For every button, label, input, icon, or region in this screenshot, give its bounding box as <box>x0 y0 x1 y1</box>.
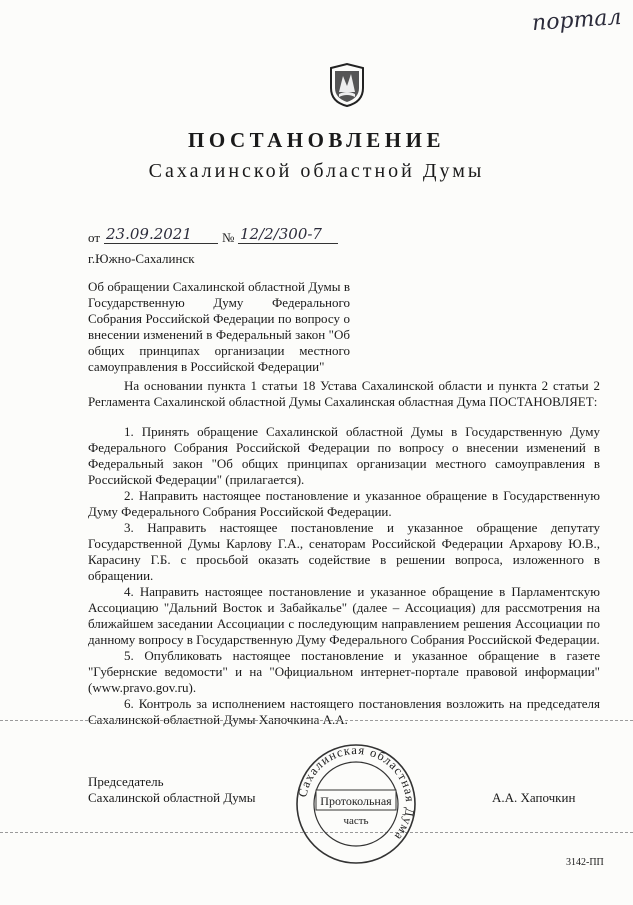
scan-artifact-line <box>0 720 633 721</box>
stamp-inner-line1: Протокольная <box>320 794 392 808</box>
signatory-position-line1: Председатель <box>88 774 164 789</box>
stamp-inner-line2: часть <box>343 815 369 827</box>
document-title: ПОСТАНОВЛЕНИЕ <box>188 128 445 152</box>
document-code: 3142-ПП <box>566 857 604 868</box>
margin-note: портал <box>531 4 623 37</box>
resolution-item-4: 4. Направить настоящее постановление и указанное обращение в Парламентскую Ассоциацию "Дальний Восток и Забайкалье" (далее – Ассоциация) для рассмотрения на ближайшем заседании Ассоциации с последующим направлением решения Ассоциации по данному вопросу в Государственную Думу Федерального Собрания Российской Федерации. <box>88 584 600 647</box>
official-stamp <box>294 742 418 866</box>
resolution-item-3: 3. Направить настоящее постановление и указанное обращение депутату Государственной Думы Карлову Г.А., сенаторам Российской Федерации Архарову Ю.В., Карасину Г.Б. с просьбой оказать содействие в решении вопроса, изложенного в обращении. <box>88 520 600 583</box>
resolution-item-2: 2. Направить настоящее постановление и указанное обращение в Государственную Думу Федерального Собрания Российской Федерации. <box>88 488 600 519</box>
document-body <box>88 378 600 728</box>
preamble: На основании пункта 1 статьи 18 Устава Сахалинской области и пункта 2 статьи 2 Регламента Сахалинской областной Думы Сахалинская областная Дума ПОСТАНОВЛЯЕТ: <box>88 378 600 409</box>
document-date: 23.09.2021 <box>106 225 192 243</box>
resolution-item-6: 6. Контроль за исполнением настоящего постановления возложить на председателя Сахалинской областной Думы Хапочкина А.А. <box>88 696 600 727</box>
number-underline <box>238 243 338 244</box>
stamp-ring-text: Сахалинская областная Дума <box>295 742 418 844</box>
resolution-item-5: 5. Опубликовать настоящее постановление и указанное обращение в газете "Губернские ведомости" и на "Официальном интернет-портале правовой информации" (www.pravo.gov.ru). <box>88 648 600 695</box>
date-underline <box>104 243 218 244</box>
resolution-item-1: 1. Принять обращение Сахалинской областной Думы в Государственную Думу Федерального Собрания Российской Федерации по вопросу о внесении изменений в Федеральный закон "Об общих принципах организации местного самоуправления в Российской Федерации" (прилагается). <box>88 424 600 487</box>
number-label: № <box>222 230 235 245</box>
signatory-name: А.А. Хапочкин <box>492 790 576 805</box>
signatory-position <box>88 774 256 806</box>
from-label: от <box>88 230 101 245</box>
subject-block: Об обращении Сахалинской областной Думы в Государственную Думу Федерального Собрания Российской Федерации по вопросу о внесении изменений в Федеральный закон "Об общих принципах организации местного самоуправления в Российской Федерации" <box>88 279 350 374</box>
signatory-position-line2: Сахалинской областной Думы <box>88 790 256 805</box>
document-number: 12/2/300-7 <box>240 225 322 243</box>
date-number-line <box>88 225 348 248</box>
city: г.Южно-Сахалинск <box>88 251 195 266</box>
document-subtitle: Сахалинской областной Думы <box>148 160 485 182</box>
coat-of-arms-icon <box>327 62 367 108</box>
